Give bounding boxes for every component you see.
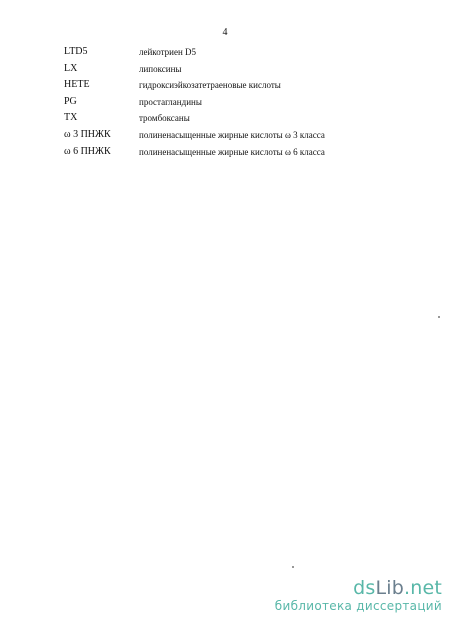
abbreviation-row — [64, 63, 404, 80]
abbreviation-row — [64, 96, 404, 113]
abbreviation-definition: полиненасыщенные жирные кислоты ω 3 класса — [139, 129, 325, 140]
watermark-tagline: библиотека диссертаций — [274, 599, 442, 613]
watermark — [275, 578, 442, 613]
abbreviation-list — [64, 46, 404, 162]
watermark-logo-net: .net — [403, 577, 442, 599]
scan-speck — [292, 566, 294, 568]
watermark-logo-ds: ds — [353, 577, 376, 599]
abbreviation-definition: гидроксиэйкозатетраеновые кислоты — [139, 80, 281, 91]
abbreviation-term: PG — [64, 95, 77, 107]
abbreviation-row — [64, 79, 404, 96]
abbreviation-term: LTD5 — [64, 46, 88, 57]
scan-speck — [438, 316, 440, 318]
abbreviation-definition: тромбоксаны — [139, 113, 190, 124]
abbreviation-term: TX — [64, 112, 78, 124]
abbreviation-row — [64, 146, 404, 163]
abbreviation-term: HETE — [64, 79, 90, 91]
page-number: 4 — [222, 27, 228, 38]
abbreviation-term: ω 3 ПНЖК — [64, 128, 111, 140]
abbreviation-term: ω 6 ПНЖК — [64, 145, 111, 157]
abbreviation-definition: полиненасыщенные жирные кислоты ω 6 класса — [139, 146, 325, 157]
abbreviation-definition: лейкотриен D5 — [139, 47, 197, 57]
abbreviation-row — [64, 112, 404, 129]
abbreviation-row — [64, 46, 404, 63]
abbreviation-term: LX — [64, 62, 78, 74]
abbreviation-definition: простагландины — [139, 96, 202, 107]
abbreviation-definition: липоксины — [139, 63, 182, 74]
watermark-logo — [275, 578, 442, 598]
abbreviation-row — [64, 129, 404, 146]
watermark-logo-lib: Lib — [375, 577, 404, 599]
